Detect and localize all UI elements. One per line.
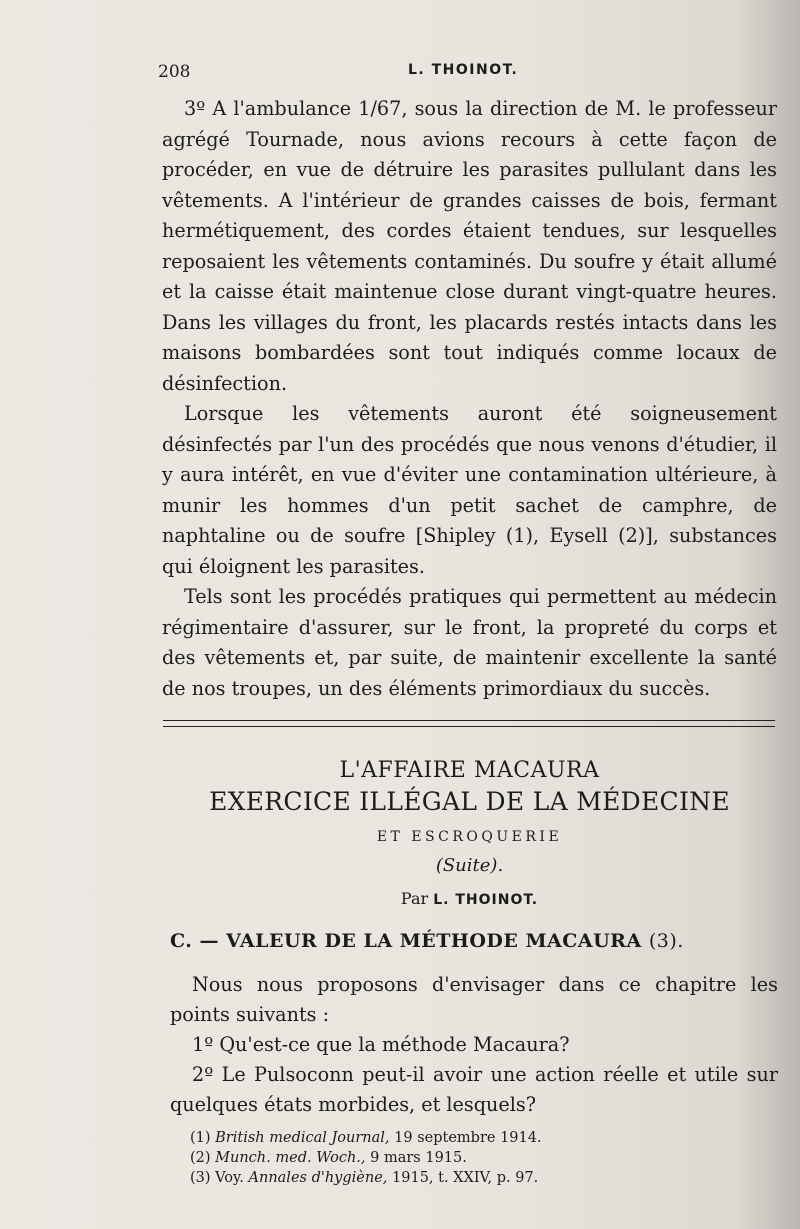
footnote-number: (2) xyxy=(190,1150,211,1166)
footnote-rest: 9 mars 1915. xyxy=(365,1150,467,1166)
running-title: L. THOINOT. xyxy=(408,62,519,78)
paragraph: Lorsque les vêtements auront été soigneusement désinfectés par l'un des procédés que nous venons d'étudier, il y aura intérêt, en vue d'éviter une contamination ultérieure, à munir les hommes d'un petit sachet de camphre, de naphtaline ou de soufre [Shipley (1), Eysell (2)], substances qui éloignent les parasites. xyxy=(162,402,777,578)
footnote xyxy=(190,1148,750,1168)
page-header xyxy=(158,62,758,90)
footnote-rest: 19 septembre 1914. xyxy=(389,1130,542,1146)
section-heading-ref: (3). xyxy=(648,930,684,952)
article-title-line-2: EXERCICE ILLÉGAL DE LA MÉDECINE xyxy=(209,787,730,816)
byline-prefix: Par xyxy=(400,889,429,908)
section-divider-top xyxy=(163,720,775,721)
section-heading-text: C. — VALEUR DE LA MÉTHODE MACAURA xyxy=(170,930,642,952)
footnote-title: British medical Journal, xyxy=(215,1130,390,1146)
article-byline xyxy=(162,889,777,908)
paragraph: 3º A l'ambulance 1/67, sous la direction de M. le professeur agrégé Tournade, nous avions recours à cette façon de procéder, en vue de détruire les parasites pullulant dans les vêtements. A l'intérieur de grandes caisses de bois, fermant hermétiquement, des cordes étaient tendues, sur lesquelles reposaient les vêtements contaminés. Du soufre y était allumé et la caisse était maintenue close durant vingt-quatre heures. Dans les villages du front, les placards restés intacts dans les maisons bombardées sont tout indiqués comme locaux de désinfection. xyxy=(162,97,777,395)
footnote-title: Munch. med. Woch., xyxy=(215,1150,366,1166)
author-name: L. THOINOT. xyxy=(433,892,539,908)
paragraph: 2º Le Pulsoconn peut-il avoir une action réelle et utile sur quelques états morbides, et lesquels? xyxy=(170,1063,778,1116)
section-body xyxy=(170,970,778,1120)
article-suite: (Suite). xyxy=(435,855,504,876)
footnote xyxy=(190,1168,750,1188)
paragraph: 1º Qu'est-ce que la méthode Macaura? xyxy=(192,1033,570,1056)
section-heading xyxy=(170,930,780,952)
footnote-prefix: Voy. xyxy=(215,1170,249,1186)
footnote xyxy=(190,1128,750,1148)
footnotes xyxy=(190,1128,750,1188)
body-text xyxy=(162,94,777,704)
footnote-title: Annales d'hygiène, xyxy=(248,1170,388,1186)
page-number: 208 xyxy=(158,62,191,82)
article-title-line-3: ET ESCROQUERIE xyxy=(376,829,563,845)
footnote-number: (3) xyxy=(190,1170,211,1186)
footnote-rest: 1915, t. XXIV, p. 97. xyxy=(387,1170,539,1186)
paragraph: Nous nous proposons d'envisager dans ce chapitre les points suivants : xyxy=(170,973,778,1026)
section-divider-bottom xyxy=(163,726,775,727)
footnote-number: (1) xyxy=(190,1130,211,1146)
paragraph: Tels sont les procédés pratiques qui permettent au médecin régimentaire d'assurer, sur le front, la propreté du corps et des vêtements et, par suite, de maintenir excellente la santé de nos troupes, un des éléments primordiaux du succès. xyxy=(162,585,777,700)
article-title-line-1: L'AFFAIRE MACAURA xyxy=(339,758,600,783)
